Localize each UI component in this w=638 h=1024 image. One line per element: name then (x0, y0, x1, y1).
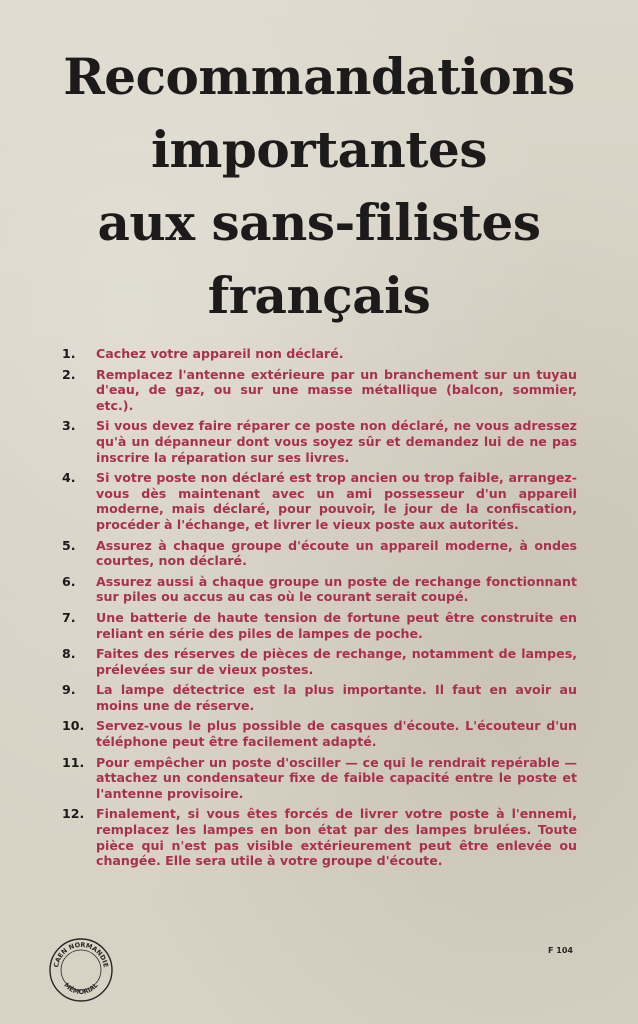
item-text: Si vous devez faire réparer ce poste non déclaré, ne vous adressez qu'à un dépanneur dont vous soyez sûr et demandez lui de ne pas inscrire la réparation sur ses livres. (96, 418, 577, 465)
item-text: Assurez aussi à chaque groupe un poste de rechange fonctionnant sur piles ou accus au cas où le courant serait coupé. (96, 573, 577, 605)
list-item (62, 538, 577, 569)
item-text: Remplacez l'antenne extérieure par un branchement sur un tuyau d'eau, de gaz, ou sur une masse métallique (balcon, sommier, etc.). (96, 366, 577, 413)
item-text: Servez-vous le plus possible de casques d'écoute. L'écouteur d'un téléphone peut être facilement adapté. (96, 718, 577, 750)
title-line-3: aux sans-filistes (97, 193, 541, 252)
list-item (62, 646, 577, 677)
item-text: Finalement, si vous êtes forcés de livrer votre poste à l'ennemi, remplacez les lampes en bon état par des lampes brulées. Toute pièce qui n'est pas visible extérieurement peut être enlevée ou changée. Elle sera utile à votre groupe d'écoute. (96, 806, 577, 869)
svg-text:CAEN NORMANDIE (52, 941, 110, 968)
item-number: 4. (62, 470, 76, 486)
item-text: La lampe détectrice est la plus importante. Il faut en avoir au moins une de réserve. (96, 682, 577, 713)
item-text: Pour empêcher un poste d'osciller — ce qui le rendrait repérable — attachez un condensateur fixe de faible capacité entre le poste et l'antenne provisoire. (96, 754, 577, 801)
recommendation-list (62, 346, 577, 874)
list-item (62, 574, 577, 605)
list-item (62, 806, 577, 868)
item-text: Faites des réserves de pièces de rechange, notamment de lampes, prélevées sur de vieux postes. (96, 646, 577, 677)
item-number: 8. (62, 646, 76, 662)
list-item (62, 346, 577, 362)
item-number: 10. (62, 718, 85, 734)
item-number: 6. (62, 573, 76, 589)
stamp-text-top: CAEN NORMANDIE (52, 940, 110, 969)
item-number: 7. (62, 609, 76, 625)
item-number: 1. (62, 346, 76, 361)
svg-text:MÉMORIAL (62, 981, 99, 996)
leaflet-title (0, 40, 638, 332)
item-number: 3. (62, 418, 76, 434)
title-line-2: importantes (151, 120, 487, 179)
title-line-4: français (207, 266, 431, 325)
title-line-1: Recommandations (63, 47, 575, 106)
item-number: 5. (62, 537, 76, 553)
list-item (62, 682, 577, 713)
item-text: Cachez votre appareil non déclaré. (96, 346, 344, 361)
list-item (62, 610, 577, 641)
stamp-text-bottom: MÉMORIAL (62, 981, 100, 997)
list-item (62, 367, 577, 414)
item-number: 9. (62, 682, 76, 698)
item-number: 12. (62, 806, 85, 822)
item-number: 11. (62, 754, 85, 770)
list-item (62, 755, 577, 802)
museum-stamp (48, 937, 114, 1003)
item-text: Assurez à chaque groupe d'écoute un appareil moderne, à ondes courtes, non déclaré. (96, 537, 577, 569)
item-text: Si votre poste non déclaré est trop ancien ou trop faible, arrangez-vous dès maintenant avec un ami possesseur d'un appareil moderne, mais déclaré, pour pouvoir, le jour de la confiscation, procéder à l'échange, et livrer le vieux poste aux autorités. (96, 470, 577, 532)
item-text: Une batterie de haute tension de fortune peut être construite en reliant en série des piles de lampes de poche. (96, 609, 577, 641)
list-item (62, 418, 577, 465)
list-item (62, 718, 577, 749)
list-item (62, 470, 577, 532)
reference-code: F 104 (548, 946, 573, 955)
item-number: 2. (62, 366, 76, 382)
